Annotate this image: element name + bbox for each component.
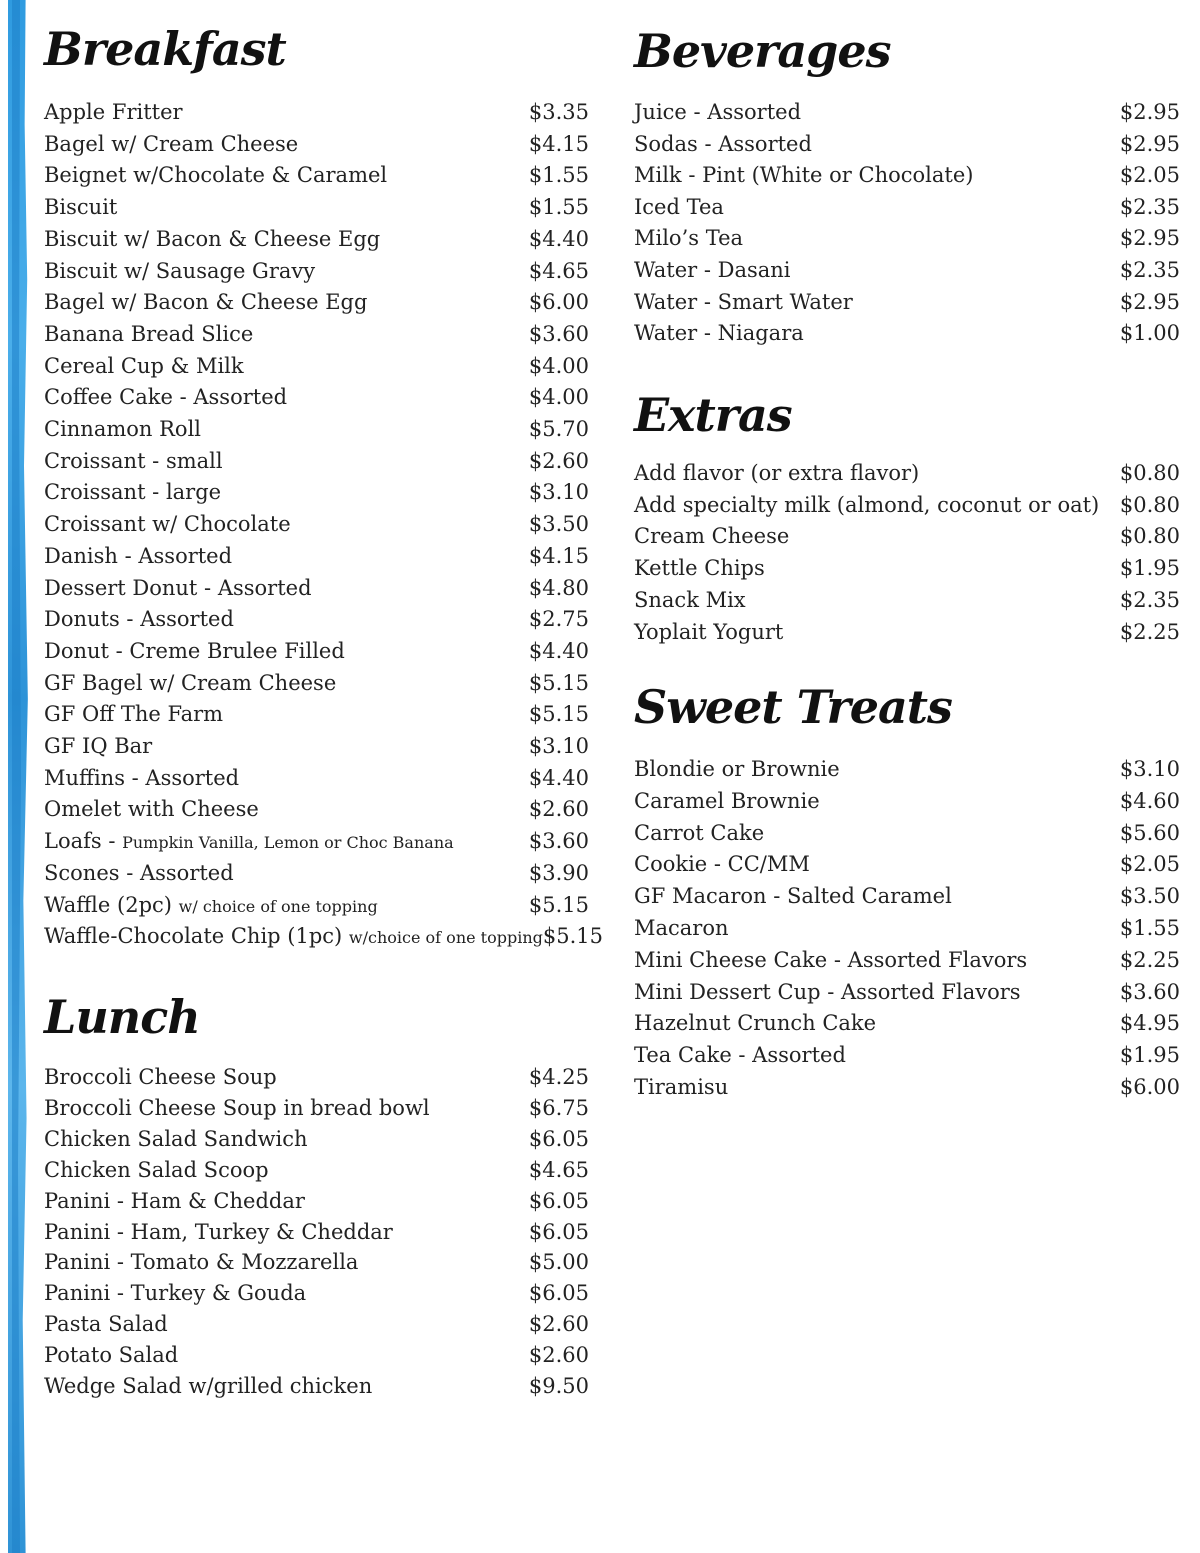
- menu-item-name-text: Muffins - Assorted: [44, 765, 240, 790]
- menu-item-price: $6.00: [1119, 1075, 1180, 1099]
- menu-item-name-text: Omelet with Cheese: [44, 797, 259, 822]
- menu-item: [634, 818, 1180, 848]
- menu-item-price: $5.15: [542, 924, 604, 949]
- menu-item: [44, 1217, 589, 1247]
- menu-item-name-text: Macaron: [634, 916, 729, 940]
- menu-item-name: [634, 818, 764, 848]
- menu-item-price: $4.80: [528, 575, 589, 600]
- menu-item-name-text: Water - Dasani: [634, 258, 791, 282]
- menu-item-price: $6.00: [528, 290, 589, 315]
- menu-item-price: $0.80: [1119, 492, 1180, 517]
- menu-item-name-text: Danish - Assorted: [44, 543, 233, 568]
- menu-item: [44, 826, 589, 856]
- menu-item-note: w/choice of one topping: [348, 928, 543, 948]
- menu-item-price: $4.65: [528, 258, 589, 283]
- menu-item-name-text: Juice - Assorted: [634, 100, 802, 124]
- menu-item: [634, 192, 1180, 222]
- menu-item: [634, 318, 1180, 348]
- menu-item-price: $2.35: [1119, 587, 1180, 612]
- menu-item-price: $4.40: [528, 226, 589, 251]
- menu-item-name-text: Panini - Ham, Turkey & Cheddar: [44, 1219, 393, 1244]
- menu-item-name-text: Milk - Pint (White or Chocolate): [634, 163, 974, 188]
- menu-item-price: $2.60: [528, 1343, 589, 1368]
- menu-item-price: $2.95: [1119, 226, 1180, 251]
- menu-item-name: [44, 668, 336, 698]
- menu-item-name-text: Coffee Cake - Assorted: [44, 385, 288, 410]
- menu-item-price: $2.35: [1119, 194, 1180, 219]
- menu-item: [634, 849, 1180, 879]
- menu-item: [634, 129, 1180, 159]
- menu-item-price: $9.50: [528, 1374, 589, 1398]
- menu-item-price: $2.75: [528, 607, 589, 632]
- menu-item-price: $5.70: [528, 417, 589, 441]
- menu-item-price: $2.95: [1119, 100, 1180, 124]
- menu-item: [44, 446, 589, 476]
- menu-item-name-text: Broccoli Cheese Soup: [44, 1065, 277, 1089]
- menu-item: [634, 977, 1180, 1007]
- menu-item: [44, 731, 589, 761]
- menu-item: [44, 256, 589, 286]
- menu-item-name: [44, 731, 152, 761]
- menu-item-price: $3.60: [528, 829, 589, 854]
- menu-item: [634, 945, 1180, 975]
- menu-item-price: $1.55: [528, 195, 589, 220]
- menu-item-name-text: Dessert Donut - Assorted: [44, 575, 312, 600]
- menu-item-name: [634, 913, 729, 943]
- menu-item-price: $3.10: [528, 480, 589, 505]
- menu-item-name-text: Tiramisu: [634, 1075, 729, 1099]
- menu-item-name: [44, 256, 315, 286]
- menu-item: [44, 763, 589, 793]
- menu-item: [44, 382, 589, 412]
- menu-item-name: [44, 1247, 358, 1277]
- menu-item-name: [44, 1186, 305, 1216]
- extras-title: Extras: [634, 388, 792, 442]
- menu-item-name-text: Cookie - CC/MM: [634, 852, 810, 877]
- menu-item-price: $2.60: [528, 1312, 589, 1337]
- menu-item-name-text: Yoplait Yogurt: [634, 619, 784, 644]
- menu-item-name-text: Potato Salad: [44, 1343, 179, 1368]
- menu-item-price: $3.50: [1119, 884, 1180, 909]
- menu-item-name: [44, 858, 234, 888]
- menu-item-name: [44, 382, 287, 412]
- menu-item-name: [44, 604, 234, 634]
- menu-item: [634, 754, 1180, 784]
- menu-item-name-text: Mini Cheese Cake - Assorted Flavors: [634, 947, 1028, 972]
- menu-item: [634, 1008, 1180, 1038]
- menu-item-price: $5.15: [528, 892, 589, 917]
- menu-item-name-text: Chicken Salad Sandwich: [44, 1126, 308, 1151]
- menu-item-price: $2.35: [1119, 258, 1180, 282]
- menu-item: [44, 477, 589, 507]
- menu-item-name-text: GF Macaron - Salted Caramel: [634, 884, 952, 909]
- menu-item-price: $1.95: [1119, 556, 1180, 581]
- menu-item-price: $1.55: [528, 163, 589, 188]
- menu-item-name-text: Wedge Salad w/grilled chicken: [44, 1374, 373, 1398]
- menu-item-name-text: Biscuit w/ Sausage Gravy: [44, 258, 316, 283]
- menu-item-name-text: Pasta Salad: [44, 1312, 168, 1337]
- menu-item-price: $4.15: [528, 131, 589, 156]
- menu-item-name: [44, 319, 253, 349]
- menu-item-price: $3.60: [528, 321, 589, 346]
- menu-item-name: [634, 287, 853, 317]
- menu-item: [634, 1072, 1180, 1102]
- menu-item-name-text: Tea Cake - Assorted: [634, 1043, 846, 1068]
- menu-item-name-text: Panini - Turkey & Gouda: [44, 1281, 307, 1306]
- menu-item-name-text: Mini Dessert Cup - Assorted Flavors: [634, 979, 1021, 1004]
- menu-item-name: [44, 160, 387, 190]
- menu-item-name: [634, 129, 812, 159]
- menu-item-price: $4.40: [528, 765, 589, 790]
- menu-item-name-text: Croissant w/ Chocolate: [44, 512, 291, 537]
- menu-item-name: [634, 192, 724, 222]
- menu-item-name-text: Biscuit w/ Bacon & Cheese Egg: [44, 226, 381, 251]
- menu-item: [44, 573, 589, 603]
- menu-item: [44, 1124, 589, 1154]
- menu-item-price: $2.60: [528, 448, 589, 473]
- menu-item-name-text: Caramel Brownie: [634, 788, 820, 813]
- menu-item-name: [44, 890, 378, 920]
- menu-item: [634, 223, 1180, 253]
- menu-item-price: $1.55: [1119, 916, 1180, 940]
- menu-item-name: [44, 826, 454, 856]
- menu-item: [44, 319, 589, 349]
- menu-item-name-text: Banana Bread Slice: [44, 321, 254, 346]
- menu-item-name-text: Milo’s Tea: [634, 226, 744, 251]
- menu-item: [44, 192, 589, 222]
- menu-item-price: $4.25: [528, 1065, 589, 1089]
- menu-item-name-text: Cinnamon Roll: [44, 417, 201, 441]
- menu-item-name: [44, 224, 380, 254]
- menu-item-name: [44, 351, 244, 381]
- menu-item-name: [634, 1008, 876, 1038]
- menu-item: [44, 636, 589, 666]
- menu-item: [44, 129, 589, 159]
- menu-item: [634, 1040, 1180, 1070]
- menu-item: [634, 160, 1180, 190]
- menu-item-price: $1.95: [1119, 1043, 1180, 1068]
- menu-item-price: $4.15: [528, 543, 589, 568]
- menu-item-name: [634, 223, 743, 253]
- menu-item-price: $6.05: [528, 1188, 589, 1213]
- menu-item-name-text: Add specialty milk (almond, coconut or oat): [634, 492, 1100, 517]
- menu-item-price: $1.00: [1119, 321, 1180, 346]
- menu-item-note: w/ choice of one topping: [178, 896, 378, 916]
- menu-item: [44, 1309, 589, 1339]
- menu-item-price: $6.05: [528, 1281, 589, 1306]
- menu-item-price: $5.15: [528, 670, 589, 695]
- menu-item-name-text: Blondie or Brownie: [634, 757, 840, 781]
- menu-item-name: [44, 97, 183, 127]
- menu-item: [44, 1278, 589, 1308]
- menu-item-name: [44, 573, 312, 603]
- menu-item: [634, 617, 1180, 647]
- menu-item: [44, 1186, 589, 1216]
- menu-item-name: [634, 97, 801, 127]
- menu-item: [634, 786, 1180, 816]
- menu-item: [44, 509, 589, 539]
- menu-item-name-text: Kettle Chips: [634, 556, 765, 581]
- menu-item: [44, 794, 589, 824]
- menu-item-name: [634, 786, 820, 816]
- menu-item: [44, 1093, 589, 1123]
- menu-item-name-text: Cereal Cup & Milk: [44, 353, 244, 378]
- menu-item: [44, 414, 589, 444]
- menu-item: [44, 1340, 589, 1370]
- menu-item: [44, 160, 589, 190]
- menu-item-name: [44, 129, 298, 159]
- menu-item-price: $6.75: [528, 1095, 589, 1120]
- menu-item-price: $6.05: [528, 1126, 589, 1151]
- menu-item: [634, 490, 1180, 520]
- menu-item-name-text: Carrot Cake: [634, 820, 765, 845]
- menu-item-name-text: Croissant - small: [44, 448, 223, 473]
- menu-item: [44, 1247, 589, 1277]
- menu-item-price: $4.60: [1119, 788, 1180, 813]
- menu-item-price: $6.05: [528, 1219, 589, 1244]
- menu-item-name-text: GF Bagel w/ Cream Cheese: [44, 670, 337, 695]
- menu-item-name-text: Donuts - Assorted: [44, 607, 234, 632]
- menu-item: [44, 351, 589, 381]
- menu-item-name: [634, 945, 1027, 975]
- menu-item-name: [44, 477, 221, 507]
- menu-item-name-text: Broccoli Cheese Soup in bread bowl: [44, 1095, 430, 1120]
- menu-item-price: $3.35: [528, 100, 589, 124]
- menu-item: [44, 1371, 589, 1401]
- menu-item-price: $4.40: [528, 638, 589, 663]
- menu-item-price: $2.95: [1119, 131, 1180, 156]
- menu-item-name: [44, 763, 239, 793]
- menu-item-price: $4.65: [528, 1157, 589, 1182]
- menu-item: [44, 699, 589, 729]
- menu-item: [634, 287, 1180, 317]
- menu-item-name: [44, 1217, 393, 1247]
- menu-item-price: $2.25: [1119, 947, 1180, 972]
- menu-item: [44, 97, 589, 127]
- menu-item-name: [44, 1278, 306, 1308]
- menu-item-name-text: Waffle (2pc): [44, 892, 179, 917]
- menu-item-name: [634, 754, 840, 784]
- breakfast-title: Breakfast: [44, 22, 286, 76]
- menu-item-price: $2.60: [528, 797, 589, 822]
- menu-item: [634, 585, 1180, 615]
- menu-item-name: [634, 1072, 728, 1102]
- menu-item: [44, 1062, 589, 1092]
- menu-item-name-text: Add flavor (or extra flavor): [634, 461, 920, 485]
- menu-item-price: $0.80: [1119, 524, 1180, 549]
- menu-item-name: [44, 1371, 372, 1401]
- menu-item-price: $3.60: [1119, 979, 1180, 1004]
- menu-item-name-text: Bagel w/ Cream Cheese: [44, 131, 299, 156]
- menu-item-name: [634, 458, 919, 488]
- menu-item-price: $2.95: [1119, 289, 1180, 314]
- menu-item: [634, 458, 1180, 488]
- menu-item: [44, 541, 589, 571]
- menu-item-name: [634, 1040, 846, 1070]
- menu-item: [634, 255, 1180, 285]
- menu-item-price: $5.15: [528, 702, 589, 727]
- menu-item-name-text: Water - Niagara: [634, 321, 804, 346]
- menu-item: [634, 553, 1180, 583]
- menu-item-name: [44, 794, 259, 824]
- menu-item-name-text: Panini - Tomato & Mozzarella: [44, 1250, 359, 1275]
- menu-item-name-text: GF IQ Bar: [44, 734, 153, 758]
- menu-item-price: $5.60: [1119, 820, 1180, 845]
- menu-item-name-text: Bagel w/ Bacon & Cheese Egg: [44, 290, 368, 315]
- menu-item-name: [44, 921, 543, 951]
- menu-item: [634, 521, 1180, 551]
- menu-item-name: [634, 977, 1021, 1007]
- menu-item-name-text: Iced Tea: [634, 194, 724, 219]
- menu-item-price: $3.10: [1119, 757, 1180, 781]
- menu-item-name: [44, 509, 291, 539]
- sweet-treats-title: Sweet Treats: [634, 680, 952, 734]
- menu-item-name-text: Chicken Salad Scoop: [44, 1157, 269, 1182]
- menu-item-name: [44, 1124, 308, 1154]
- menu-item: [634, 881, 1180, 911]
- menu-item-name: [634, 490, 1099, 520]
- menu-item-price: $0.80: [1119, 461, 1180, 485]
- menu-item-price: $5.00: [528, 1250, 589, 1275]
- menu-item-price: $4.95: [1119, 1011, 1180, 1036]
- menu-item-name: [44, 1093, 430, 1123]
- menu-item-name-text: Biscuit: [44, 195, 118, 220]
- menu-item: [634, 913, 1180, 943]
- menu-item: [44, 1155, 589, 1185]
- menu-item: [44, 287, 589, 317]
- menu-item-price: $3.50: [528, 512, 589, 537]
- menu-item-name: [634, 521, 789, 551]
- beverages-title: Beverages: [634, 24, 891, 78]
- menu-item: [44, 858, 589, 888]
- menu-item-name-text: Donut - Creme Brulee Filled: [44, 638, 345, 663]
- menu-item-name: [44, 636, 345, 666]
- menu-item-name: [634, 617, 783, 647]
- menu-item-name: [44, 192, 117, 222]
- menu-item-name-text: Croissant - large: [44, 480, 222, 505]
- menu-item-name: [634, 318, 804, 348]
- menu-item-name-text: Cream Cheese: [634, 524, 790, 549]
- menu-item: [44, 604, 589, 634]
- menu-item-name: [634, 160, 973, 190]
- menu-item-name: [634, 585, 746, 615]
- menu-item: [44, 668, 589, 698]
- menu-item-name-text: Hazelnut Crunch Cake: [634, 1011, 877, 1036]
- menu-item-name-text: Snack Mix: [634, 587, 746, 612]
- menu-item-price: $2.05: [1119, 852, 1180, 877]
- lunch-title: Lunch: [44, 990, 200, 1044]
- menu-item-name: [44, 541, 232, 571]
- menu-item-name: [44, 1309, 168, 1339]
- menu-item-name-text: Waffle-Chocolate Chip (1pc): [44, 924, 349, 949]
- menu-item-price: $2.25: [1119, 619, 1180, 644]
- menu-item-name: [44, 414, 201, 444]
- menu-item-name-text: Panini - Ham & Cheddar: [44, 1188, 305, 1213]
- menu-item-name: [44, 287, 367, 317]
- menu-item-name-text: Scones - Assorted: [44, 860, 234, 885]
- menu-item-name: [634, 881, 952, 911]
- menu-item-name: [44, 1155, 269, 1185]
- menu-item-name: [634, 255, 791, 285]
- menu-item-price: $3.90: [528, 860, 589, 885]
- menu-item-name: [634, 849, 810, 879]
- menu-item-name-text: Sodas - Assorted: [634, 131, 812, 156]
- menu-item-name-text: Loafs -: [44, 829, 123, 854]
- menu-item-note: Pumpkin Vanilla, Lemon or Choc Banana: [122, 833, 454, 853]
- menu-item-name: [44, 1340, 178, 1370]
- menu-item-price: $4.00: [528, 385, 589, 410]
- menu-item-name-text: Beignet w/Chocolate & Caramel: [44, 163, 388, 188]
- menu-item: [44, 890, 589, 920]
- menu-item-name-text: Apple Fritter: [44, 100, 183, 124]
- menu-item: [634, 97, 1180, 127]
- menu-item-price: $4.00: [528, 353, 589, 378]
- menu-item-name-text: GF Off The Farm: [44, 702, 224, 727]
- menu-item-name-text: Water - Smart Water: [634, 289, 853, 314]
- menu-item-name: [44, 1062, 277, 1092]
- menu-item-name: [634, 553, 765, 583]
- menu-item: [44, 224, 589, 254]
- menu-item-name: [44, 446, 223, 476]
- menu-item-price: $2.05: [1119, 163, 1180, 188]
- menu-item-price: $3.10: [528, 734, 589, 758]
- menu-item-name: [44, 699, 223, 729]
- menu-item: [44, 921, 604, 951]
